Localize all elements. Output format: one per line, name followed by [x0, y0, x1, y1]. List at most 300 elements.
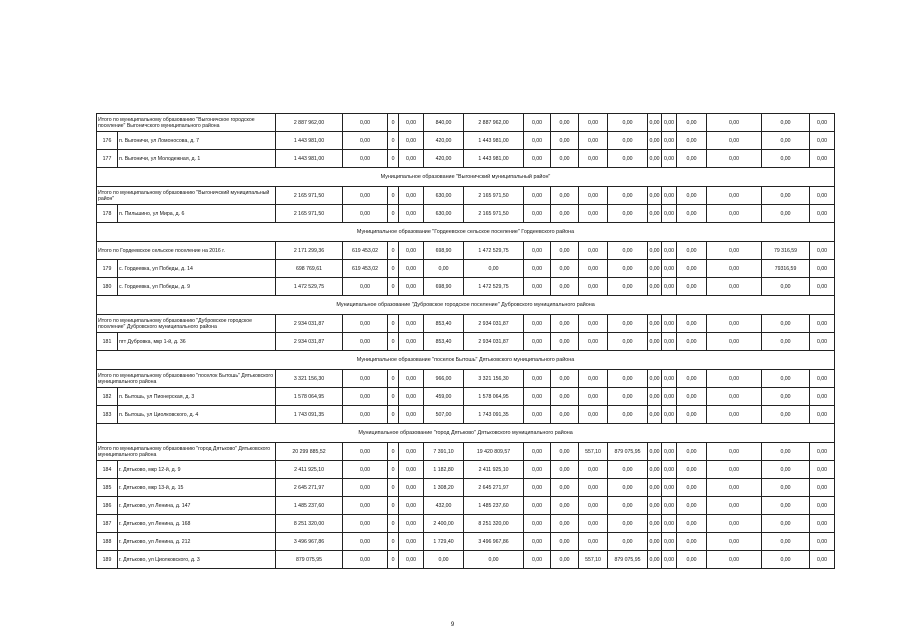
value-cell: 0,00: [662, 461, 677, 479]
value-cell: 0,00: [810, 406, 835, 424]
value-cell: 0,00: [399, 150, 424, 168]
value-cell: 0,00: [524, 497, 551, 515]
value-cell: 0,00: [662, 205, 677, 223]
value-cell: 0,00: [579, 388, 608, 406]
value-cell: 0,00: [551, 479, 579, 497]
value-cell: 0,00: [343, 479, 388, 497]
value-cell: 0,00: [677, 497, 707, 515]
value-cell: 1 485 237,60: [464, 497, 524, 515]
row-number: 186: [97, 497, 118, 515]
value-cell: 0,00: [707, 315, 762, 333]
value-cell: 0,00: [579, 150, 608, 168]
table-row: [97, 132, 835, 150]
value-cell: 0,00: [662, 315, 677, 333]
value-cell: 8 251 320,00: [276, 515, 343, 533]
value-cell: 420,00: [424, 150, 464, 168]
value-cell: 0,00: [810, 315, 835, 333]
value-cell: 0,00: [551, 260, 579, 278]
value-cell: 0,00: [810, 260, 835, 278]
value-cell: 3 321 156,30: [464, 370, 524, 388]
value-cell: 0,00: [762, 443, 810, 461]
page-number: 9: [450, 622, 455, 628]
value-cell: 0: [388, 370, 399, 388]
value-cell: 0,00: [524, 443, 551, 461]
table-row: [97, 479, 835, 497]
value-cell: 0,00: [707, 333, 762, 351]
value-cell: 0,00: [648, 114, 662, 132]
value-cell: 0,00: [648, 150, 662, 168]
value-cell: 0,00: [810, 533, 835, 551]
value-cell: 0,00: [551, 533, 579, 551]
value-cell: 0,00: [551, 150, 579, 168]
value-cell: 0,00: [648, 315, 662, 333]
value-cell: 0,00: [343, 533, 388, 551]
value-cell: 0,00: [762, 461, 810, 479]
value-cell: 0,00: [343, 187, 388, 205]
value-cell: 0,00: [524, 187, 551, 205]
value-cell: 0,00: [551, 333, 579, 351]
value-cell: 0,00: [608, 533, 648, 551]
value-cell: 0,00: [399, 205, 424, 223]
value-cell: 0,00: [399, 278, 424, 296]
value-cell: 3 496 967,86: [464, 533, 524, 551]
value-cell: 0,00: [551, 388, 579, 406]
value-cell: 0,00: [551, 461, 579, 479]
value-cell: 0,00: [677, 533, 707, 551]
table-row: [97, 551, 835, 569]
value-cell: 0,00: [707, 187, 762, 205]
value-cell: 2 645 271,97: [464, 479, 524, 497]
value-cell: 0,00: [551, 278, 579, 296]
value-cell: 0,00: [677, 242, 707, 260]
value-cell: 0,00: [608, 370, 648, 388]
value-cell: 0: [388, 533, 399, 551]
value-cell: 0,00: [762, 278, 810, 296]
value-cell: 0,00: [551, 315, 579, 333]
value-cell: 0,00: [662, 114, 677, 132]
value-cell: 0,00: [810, 242, 835, 260]
value-cell: 0: [388, 333, 399, 351]
value-cell: 0,00: [551, 242, 579, 260]
total-label: Итого по муниципальному образованию "город Дятьково" Дятьковского муниципального района: [97, 443, 276, 461]
value-cell: 0,00: [648, 406, 662, 424]
section-header-row: [97, 351, 835, 370]
value-cell: 0,00: [810, 278, 835, 296]
value-cell: 0,00: [707, 515, 762, 533]
value-cell: 0,00: [399, 461, 424, 479]
value-cell: 0,00: [551, 370, 579, 388]
value-cell: 0,00: [662, 479, 677, 497]
value-cell: 1 443 981,00: [276, 132, 343, 150]
value-cell: 0,00: [424, 260, 464, 278]
value-cell: 0,00: [662, 150, 677, 168]
value-cell: 0,00: [762, 497, 810, 515]
value-cell: 0,00: [551, 187, 579, 205]
total-label: Итого по муниципальному образованию "поселок Бытошь" Дятьковского муниципального района: [97, 370, 276, 388]
value-cell: 0,00: [648, 515, 662, 533]
value-cell: 0,00: [343, 497, 388, 515]
value-cell: 0,00: [343, 370, 388, 388]
value-cell: 0,00: [524, 515, 551, 533]
value-cell: 0,00: [707, 242, 762, 260]
value-cell: 1 443 981,00: [464, 150, 524, 168]
value-cell: 0,00: [343, 132, 388, 150]
value-cell: 0,00: [551, 132, 579, 150]
row-number: 177: [97, 150, 118, 168]
value-cell: 0: [388, 242, 399, 260]
value-cell: 0,00: [399, 260, 424, 278]
value-cell: 0,00: [707, 461, 762, 479]
value-cell: 0,00: [608, 515, 648, 533]
value-cell: 3 321 156,30: [276, 370, 343, 388]
value-cell: 0,00: [343, 333, 388, 351]
value-cell: 1 743 091,35: [276, 406, 343, 424]
value-cell: 2 645 271,97: [276, 479, 343, 497]
value-cell: 0: [388, 443, 399, 461]
value-cell: 7 391,10: [424, 443, 464, 461]
value-cell: 1 578 064,95: [464, 388, 524, 406]
value-cell: 1 182,80: [424, 461, 464, 479]
value-cell: 0,00: [524, 333, 551, 351]
value-cell: 0,00: [343, 443, 388, 461]
value-cell: 0: [388, 114, 399, 132]
value-cell: 420,00: [424, 132, 464, 150]
address-cell: г. Дятьково, мкр 12-й, д. 9: [118, 461, 276, 479]
value-cell: 0,00: [524, 533, 551, 551]
value-cell: 966,00: [424, 370, 464, 388]
total-row: [97, 443, 835, 461]
total-row: [97, 315, 835, 333]
address-cell: п. Выгоничи, ул Ломоносова, д. 7: [118, 132, 276, 150]
table-row: [97, 333, 835, 351]
address-cell: п. Бытошь, ул Пионерская, д. 3: [118, 388, 276, 406]
total-label: Итого по муниципальному образованию "Выгоничский муниципальный район": [97, 187, 276, 205]
value-cell: 0,00: [608, 461, 648, 479]
value-cell: 0,00: [810, 515, 835, 533]
value-cell: 0,00: [608, 479, 648, 497]
address-cell: с. Гордеевка, ул Победы, д. 14: [118, 260, 276, 278]
registry-table: [96, 113, 835, 569]
value-cell: 0,00: [762, 333, 810, 351]
value-cell: 0,00: [662, 242, 677, 260]
value-cell: 0,00: [399, 443, 424, 461]
registry-sheet: [96, 113, 834, 569]
value-cell: 1 472 529,75: [464, 278, 524, 296]
table-row: [97, 461, 835, 479]
value-cell: 619 453,02: [343, 260, 388, 278]
value-cell: 0,00: [707, 132, 762, 150]
value-cell: 0,00: [677, 315, 707, 333]
value-cell: 2 934 031,87: [276, 315, 343, 333]
address-cell: г. Дятьково, ул Ленина, д. 168: [118, 515, 276, 533]
value-cell: 0,00: [424, 551, 464, 569]
value-cell: 0: [388, 479, 399, 497]
value-cell: 557,10: [579, 551, 608, 569]
row-number: 178: [97, 205, 118, 223]
value-cell: 0,00: [524, 114, 551, 132]
value-cell: 2 887 962,00: [464, 114, 524, 132]
value-cell: 0,00: [677, 333, 707, 351]
value-cell: 0,00: [524, 388, 551, 406]
value-cell: 0,00: [677, 205, 707, 223]
value-cell: 0,00: [399, 497, 424, 515]
value-cell: 0,00: [524, 132, 551, 150]
value-cell: 0,00: [524, 260, 551, 278]
section-title: Муниципальное образование "Гордеевское сельское поселение" Гордеевского района: [97, 223, 835, 242]
value-cell: 0,00: [343, 278, 388, 296]
table-row: [97, 533, 835, 551]
row-number: 187: [97, 515, 118, 533]
value-cell: 0,00: [579, 333, 608, 351]
value-cell: 2 400,00: [424, 515, 464, 533]
value-cell: 0: [388, 205, 399, 223]
value-cell: 432,00: [424, 497, 464, 515]
value-cell: 1 485 237,60: [276, 497, 343, 515]
value-cell: 0,00: [524, 461, 551, 479]
address-cell: г. Дятьково, ул Ленина, д. 147: [118, 497, 276, 515]
value-cell: 0,00: [810, 150, 835, 168]
value-cell: 0,00: [343, 406, 388, 424]
value-cell: 0,00: [608, 260, 648, 278]
value-cell: 0,00: [810, 443, 835, 461]
value-cell: 79 316,59: [762, 242, 810, 260]
value-cell: 2 934 031,87: [276, 333, 343, 351]
value-cell: 630,00: [424, 187, 464, 205]
value-cell: 0,00: [677, 406, 707, 424]
section-title: Муниципальное образование "Дубровское городское поселение" Дубровского муниципального района: [97, 296, 835, 315]
address-cell: г. Дятьково, ул Ленина, д. 212: [118, 533, 276, 551]
value-cell: 0,00: [648, 551, 662, 569]
value-cell: 0,00: [579, 242, 608, 260]
value-cell: 0,00: [648, 187, 662, 205]
value-cell: 0,00: [579, 461, 608, 479]
value-cell: 0,00: [579, 406, 608, 424]
value-cell: 1 578 064,95: [276, 388, 343, 406]
value-cell: 0,00: [648, 205, 662, 223]
value-cell: 0,00: [608, 132, 648, 150]
value-cell: 20 299 885,52: [276, 443, 343, 461]
row-number: 184: [97, 461, 118, 479]
value-cell: 0,00: [648, 497, 662, 515]
table-row: [97, 515, 835, 533]
value-cell: 0,00: [399, 187, 424, 205]
value-cell: 557,10: [579, 443, 608, 461]
value-cell: 840,00: [424, 114, 464, 132]
value-cell: 0,00: [579, 479, 608, 497]
address-cell: п. Выгоничи, ул Молодежная, д. 1: [118, 150, 276, 168]
value-cell: 0,00: [707, 406, 762, 424]
row-number: 180: [97, 278, 118, 296]
value-cell: 0,00: [662, 260, 677, 278]
value-cell: 0,00: [648, 242, 662, 260]
value-cell: 0,00: [677, 150, 707, 168]
value-cell: 0,00: [608, 333, 648, 351]
address-cell: с. Гордеевка, ул Победы, д. 9: [118, 278, 276, 296]
value-cell: 0,00: [677, 114, 707, 132]
value-cell: 0,00: [677, 479, 707, 497]
value-cell: 0,00: [662, 388, 677, 406]
value-cell: 1 308,20: [424, 479, 464, 497]
section-title: Муниципальное образование "поселок Бытошь" Дятьковского муниципального района: [97, 351, 835, 370]
value-cell: 0,00: [648, 388, 662, 406]
value-cell: 0,00: [579, 114, 608, 132]
value-cell: 0,00: [608, 187, 648, 205]
total-row: [97, 187, 835, 205]
value-cell: 1 729,40: [424, 533, 464, 551]
value-cell: 0,00: [662, 333, 677, 351]
value-cell: 507,00: [424, 406, 464, 424]
value-cell: 2 934 031,87: [464, 333, 524, 351]
value-cell: 2 165 971,50: [276, 205, 343, 223]
value-cell: 0,00: [399, 533, 424, 551]
value-cell: 0,00: [551, 205, 579, 223]
value-cell: 0,00: [551, 551, 579, 569]
value-cell: 0: [388, 515, 399, 533]
table-row: [97, 388, 835, 406]
value-cell: 0,00: [551, 406, 579, 424]
value-cell: 0,00: [662, 132, 677, 150]
value-cell: 853,40: [424, 333, 464, 351]
value-cell: 853,40: [424, 315, 464, 333]
row-number: 179: [97, 260, 118, 278]
value-cell: 0: [388, 187, 399, 205]
value-cell: 0,00: [762, 150, 810, 168]
value-cell: 0,00: [464, 551, 524, 569]
value-cell: 698,90: [424, 242, 464, 260]
value-cell: 0,00: [810, 132, 835, 150]
value-cell: 0,00: [399, 333, 424, 351]
value-cell: 0,00: [579, 205, 608, 223]
value-cell: 459,00: [424, 388, 464, 406]
value-cell: 0,00: [524, 406, 551, 424]
table-row: [97, 278, 835, 296]
value-cell: 0,00: [579, 132, 608, 150]
value-cell: 2 165 971,50: [276, 187, 343, 205]
value-cell: 0,00: [579, 315, 608, 333]
section-header-row: [97, 424, 835, 443]
value-cell: 0,00: [707, 150, 762, 168]
value-cell: 0,00: [608, 315, 648, 333]
value-cell: 0,00: [810, 333, 835, 351]
value-cell: 0,00: [399, 114, 424, 132]
total-label: Итого по Гордеевское сельское поселение на 2016 г.: [97, 242, 276, 260]
value-cell: 0,00: [343, 388, 388, 406]
value-cell: 0,00: [608, 278, 648, 296]
value-cell: 3 496 967,86: [276, 533, 343, 551]
value-cell: 0,00: [762, 315, 810, 333]
value-cell: 0,00: [551, 114, 579, 132]
value-cell: 0,00: [662, 406, 677, 424]
address-cell: п. Пильшино, ул Мира, д. 6: [118, 205, 276, 223]
row-number: 185: [97, 479, 118, 497]
value-cell: 0,00: [399, 242, 424, 260]
value-cell: 0,00: [762, 479, 810, 497]
value-cell: 0,00: [707, 114, 762, 132]
section-header-row: [97, 223, 835, 242]
value-cell: 0,00: [399, 406, 424, 424]
value-cell: 0: [388, 260, 399, 278]
value-cell: 0,00: [399, 132, 424, 150]
value-cell: 0,00: [662, 551, 677, 569]
value-cell: 0,00: [608, 388, 648, 406]
value-cell: 0,00: [762, 114, 810, 132]
value-cell: 0,00: [707, 497, 762, 515]
address-cell: пгт Дубровка, мкр 1-й, д. 36: [118, 333, 276, 351]
value-cell: 0,00: [810, 388, 835, 406]
value-cell: 0,00: [399, 315, 424, 333]
address-cell: г. Дятьково, ул Циолковского, д. 3: [118, 551, 276, 569]
value-cell: 0: [388, 406, 399, 424]
value-cell: 0,00: [810, 551, 835, 569]
value-cell: 2 934 031,87: [464, 315, 524, 333]
value-cell: 0,00: [343, 515, 388, 533]
value-cell: 0,00: [677, 132, 707, 150]
value-cell: 0,00: [810, 479, 835, 497]
value-cell: 2 887 962,00: [276, 114, 343, 132]
value-cell: 0,00: [762, 370, 810, 388]
section-header-row: [97, 296, 835, 315]
value-cell: 0,00: [762, 406, 810, 424]
total-row: [97, 114, 835, 132]
value-cell: 0,00: [707, 205, 762, 223]
value-cell: 0,00: [810, 497, 835, 515]
value-cell: 0: [388, 150, 399, 168]
value-cell: 0,00: [551, 497, 579, 515]
value-cell: 0,00: [608, 242, 648, 260]
value-cell: 0,00: [579, 187, 608, 205]
value-cell: 0,00: [399, 388, 424, 406]
value-cell: 0: [388, 461, 399, 479]
value-cell: 0,00: [399, 551, 424, 569]
value-cell: 0,00: [579, 260, 608, 278]
value-cell: 0,00: [662, 497, 677, 515]
section-header-row: [97, 168, 835, 187]
value-cell: 0,00: [551, 515, 579, 533]
value-cell: 698 769,61: [276, 260, 343, 278]
value-cell: 0,00: [762, 551, 810, 569]
value-cell: 0,00: [648, 278, 662, 296]
value-cell: 0,00: [677, 187, 707, 205]
row-number: 183: [97, 406, 118, 424]
value-cell: 0,00: [707, 443, 762, 461]
value-cell: 0,00: [648, 533, 662, 551]
table-row: [97, 205, 835, 223]
address-cell: г. Дятьково, мкр 13-й, д. 15: [118, 479, 276, 497]
value-cell: 0,00: [343, 461, 388, 479]
value-cell: 0,00: [707, 533, 762, 551]
value-cell: 0,00: [677, 515, 707, 533]
value-cell: 0,00: [662, 533, 677, 551]
row-number: 182: [97, 388, 118, 406]
value-cell: 0,00: [579, 278, 608, 296]
section-title: Муниципальное образование "Выгоничский муниципальный район": [97, 168, 835, 187]
value-cell: 0,00: [524, 242, 551, 260]
value-cell: 8 251 320,00: [464, 515, 524, 533]
value-cell: 0,00: [343, 551, 388, 569]
value-cell: 0,00: [707, 370, 762, 388]
value-cell: 0,00: [677, 461, 707, 479]
value-cell: 0,00: [608, 497, 648, 515]
value-cell: 0,00: [762, 533, 810, 551]
value-cell: 0,00: [648, 479, 662, 497]
value-cell: 0,00: [524, 479, 551, 497]
value-cell: 2 411 925,10: [464, 461, 524, 479]
value-cell: 0,00: [677, 443, 707, 461]
value-cell: 0,00: [662, 515, 677, 533]
value-cell: 0,00: [707, 479, 762, 497]
table-row: [97, 406, 835, 424]
table-row: [97, 150, 835, 168]
